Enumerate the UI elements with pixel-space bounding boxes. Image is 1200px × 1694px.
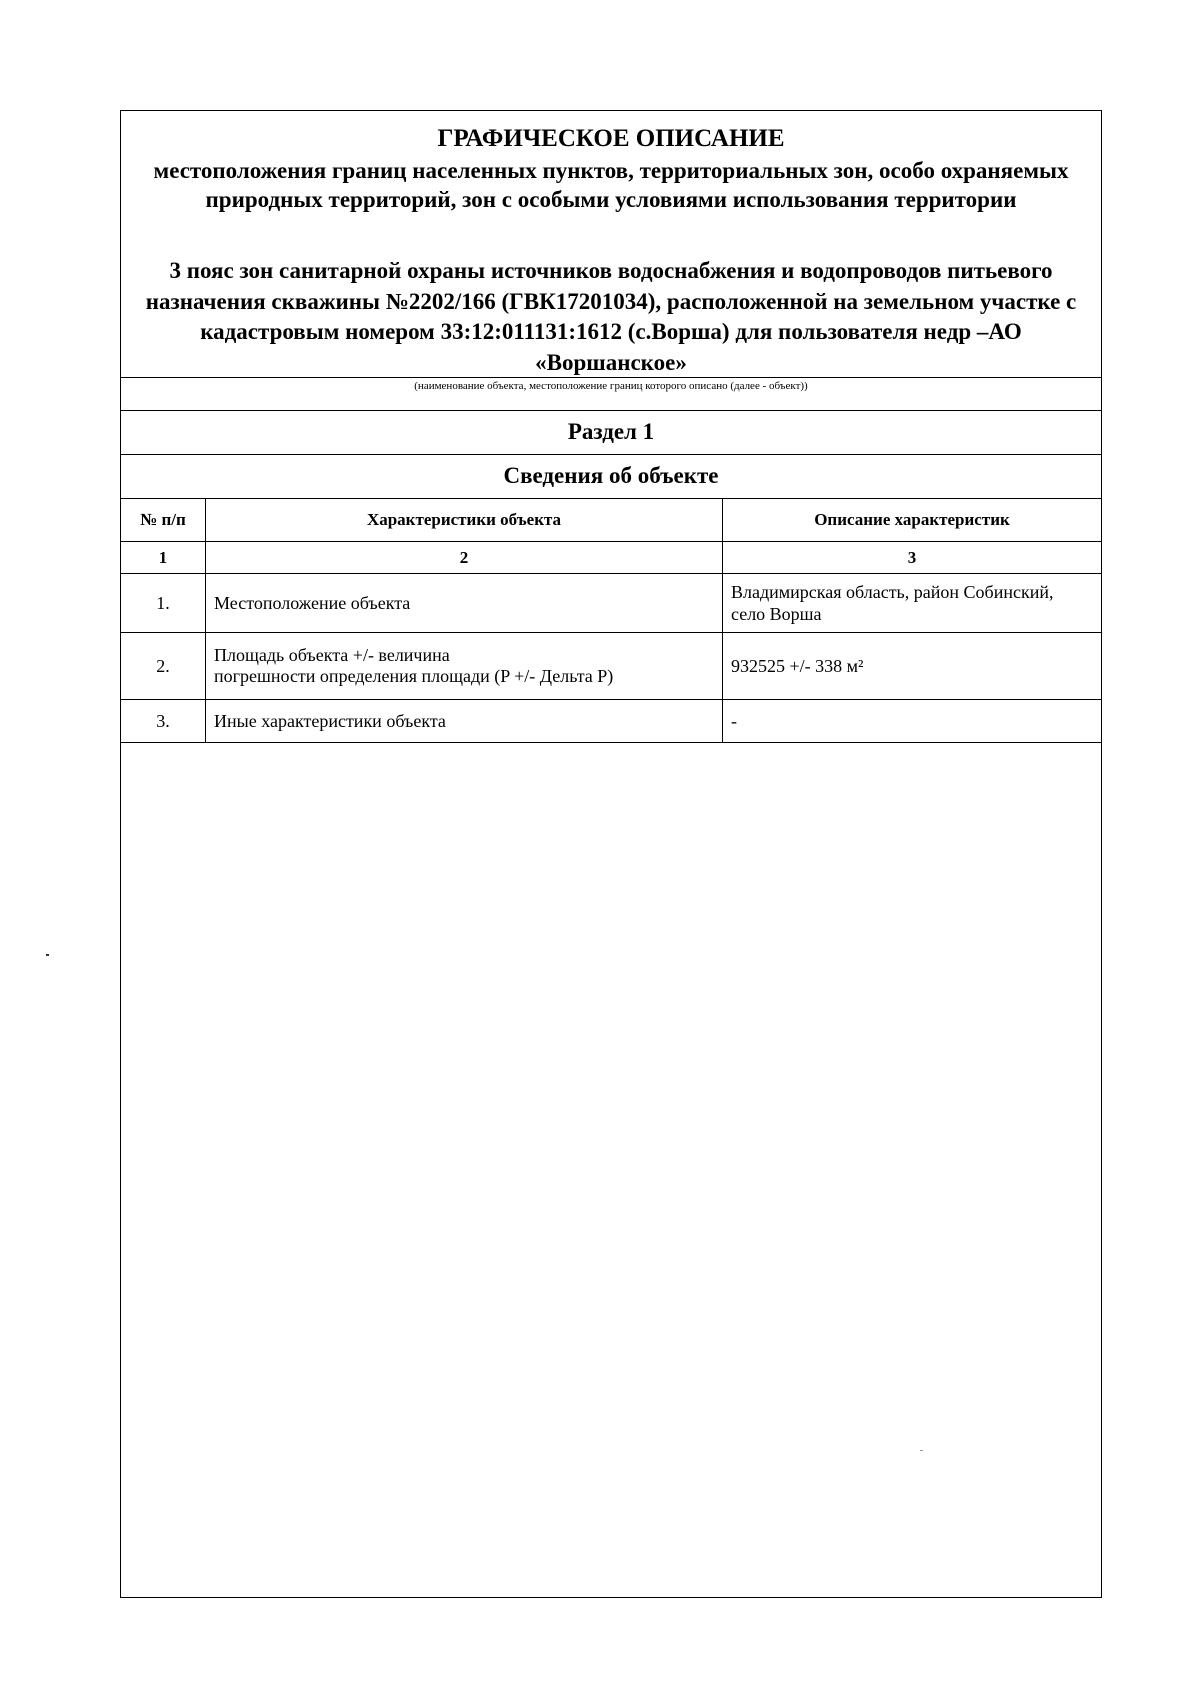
row-characteristic: Иные характеристики объекта <box>206 700 723 743</box>
document-subtitle: местоположения границ населенных пунктов, территориальных зон, особо охраняемых природных территорий, зон с особыми условиями использования территории <box>153 158 1069 212</box>
header-characteristic: Характеристики объекта <box>206 499 723 542</box>
header-description: Описание характеристик <box>723 499 1102 542</box>
row-description <box>723 574 1102 633</box>
characteristic-line: погрешности определения площади (P +/- Дельта P) <box>214 666 614 686</box>
object-caption: (наименование объекта, местоположение границ которого описано (далее - объект)) <box>414 380 808 392</box>
document-frame <box>120 110 1102 1598</box>
document-title: ГРАФИЧЕСКОЕ ОПИСАНИЕ <box>437 125 785 152</box>
object-properties-table <box>121 499 1101 743</box>
table-row <box>121 574 1101 633</box>
row-number: 3. <box>121 700 206 743</box>
row-characteristic <box>206 633 723 700</box>
document-header <box>121 111 1101 377</box>
row-number: 1. <box>121 574 206 633</box>
table-row <box>121 633 1101 700</box>
index-cell: 3 <box>723 542 1102 574</box>
row-description: - <box>723 700 1102 743</box>
index-cell: 2 <box>206 542 723 574</box>
description-line: село Ворша <box>731 604 822 624</box>
index-cell: 1 <box>121 542 206 574</box>
characteristic-line: Площадь объекта +/- величина <box>214 645 450 665</box>
row-number: 2. <box>121 633 206 700</box>
header-number: № п/п <box>121 499 206 542</box>
table-row <box>121 700 1101 743</box>
scan-mark <box>46 954 49 956</box>
section-title: Раздел 1 <box>121 411 1101 455</box>
row-description: 932525 +/- 338 м² <box>723 633 1102 700</box>
object-name: 3 пояс зон санитарной охраны источников водоснабжения и водопроводов питьевого назначения скважины №2202/166 (ГВК17201034), расположенной на земельном участке с кадастровым номером 33:12:011131:1612 (с.Ворша) для пользователя недр –АО «Воршанское» <box>145 258 1077 375</box>
table-header-row <box>121 499 1101 542</box>
section-subtitle: Сведения об объекте <box>121 455 1101 499</box>
object-caption-row <box>121 377 1101 411</box>
table-index-row <box>121 542 1101 574</box>
description-line: Владимирская область, район Собинский, <box>731 582 1054 602</box>
row-characteristic: Местоположение объекта <box>206 574 723 633</box>
